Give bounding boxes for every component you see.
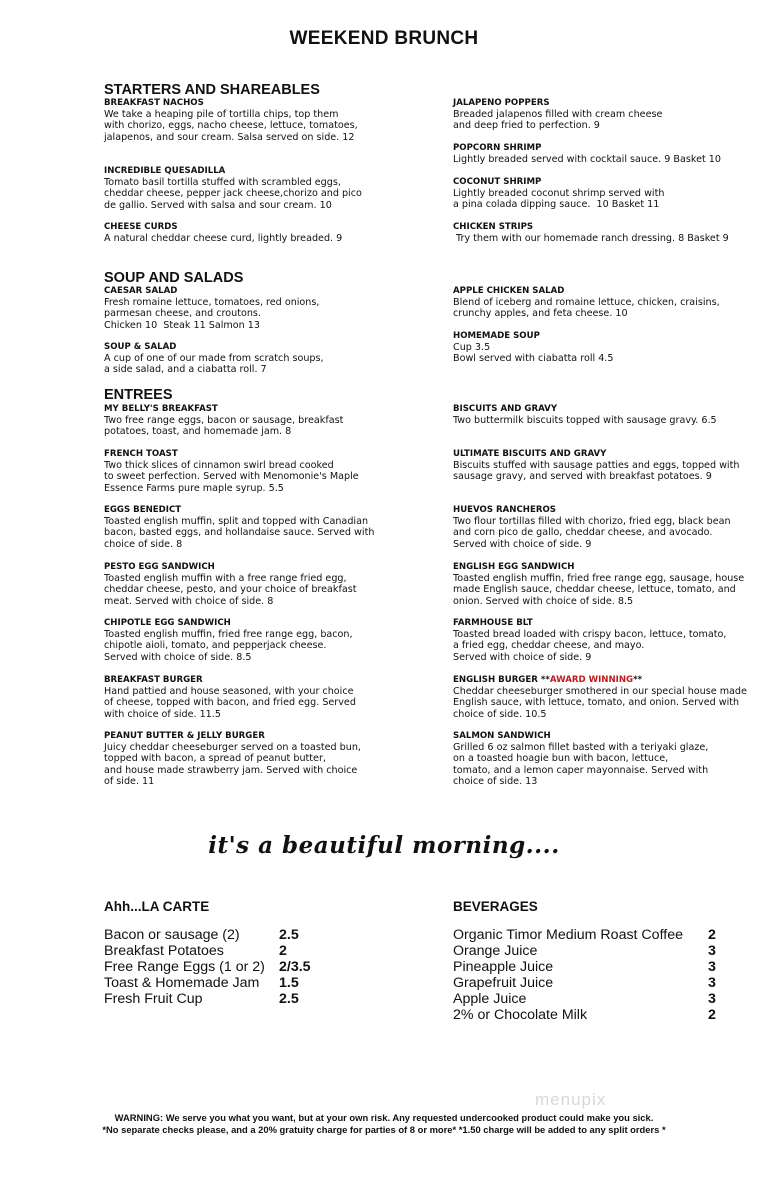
menu-item — [104, 404, 384, 438]
menu-item-description: Try them with our homemade ranch dressing. 8 Basket 9 — [453, 233, 729, 245]
menu-item-name — [453, 222, 753, 233]
menu-item-name-text: SALMON SANDWICH — [453, 731, 551, 741]
menu-item-name-text: CHIPOTLE EGG SANDWICH — [104, 618, 231, 628]
menu-item-name — [453, 404, 753, 415]
menu-item — [104, 166, 384, 211]
menu-item-description: Juicy cheddar cheeseburger served on a toasted bun, topped with bacon, a spread of peanut butter, and house made strawberry jam. Served with choice of side. 11 — [104, 742, 361, 787]
alacarte-item-name: Free Range Eggs (1 or 2) — [104, 959, 265, 975]
beverages-item-price: 3 — [708, 975, 716, 991]
menu-item — [104, 222, 384, 244]
beverages-heading: BEVERAGES — [453, 899, 538, 914]
menu-item-name — [104, 98, 384, 109]
menu-item-description: Toasted bread loaded with crispy bacon, lettuce, tomato, a fried egg, cheddar cheese, and mayo. Served with choice of side. 9 — [453, 629, 727, 663]
menu-item — [104, 98, 384, 143]
beverages-item-price: 2 — [708, 1007, 716, 1023]
menu-item-description: Tomato basil tortilla stuffed with scrambled eggs, cheddar cheese, pepper jack cheese,chorizo and pico de gallio. Served with salsa and sour cream. 10 — [104, 177, 362, 211]
menu-item-name — [104, 505, 384, 516]
menu-item-name — [104, 449, 384, 460]
beverages-item-name: Apple Juice — [453, 991, 527, 1007]
beverages-row — [453, 927, 719, 943]
menu-item-name — [104, 342, 384, 353]
beverages-row — [453, 991, 719, 1007]
menu-item-description: Toasted english muffin with a free range fried egg, cheddar cheese, pesto, and your choice of breakfast meat. Served with choice of side. 8 — [104, 573, 357, 607]
beverages-item-name: Pineapple Juice — [453, 959, 554, 975]
menu-item-description: Two thick slices of cinnamon swirl bread cooked to sweet perfection. Served with Menomonie's Maple Essence Farms pure maple syrup. 5.5 — [104, 460, 359, 494]
menu-item-name — [104, 731, 384, 742]
menu-item-description: Cheddar cheeseburger smothered in our special house made English sauce, with lettuce, tomato, and onion. Served with choice of side. 10.5 — [453, 686, 747, 720]
menu-item-name — [453, 562, 753, 573]
menu-item-description: Toasted english muffin, fried free range egg, sausage, house made English sauce, cheddar cheese, lettuce, tomato, and onion. Served with choice of side. 8.5 — [453, 573, 745, 607]
menu-item-description: Fresh romaine lettuce, tomatoes, red onions, parmesan cheese, and croutons. Chicken 10 Steak 11 Salmon 13 — [104, 297, 320, 331]
menu-item-name-text: BREAKFAST NACHOS — [104, 98, 204, 108]
menu-item-name-text: PEANUT BUTTER & JELLY BURGER — [104, 731, 265, 741]
beverages-row — [453, 943, 719, 959]
menu-item — [453, 286, 753, 320]
menu-item — [453, 98, 753, 132]
menu-item — [104, 618, 384, 663]
menu-item — [104, 286, 384, 331]
award-marker: ** — [537, 675, 550, 685]
menu-item-name-text: INCREDIBLE QUESADILLA — [104, 166, 226, 176]
menu-item-name-text: APPLE CHICKEN SALAD — [453, 286, 565, 296]
menu-item-name-text: CHICKEN STRIPS — [453, 222, 534, 232]
alacarte-item-name: Bacon or sausage (2) — [104, 927, 240, 943]
footer-checks-note: *No separate checks please, and a 20% gratuity charge for parties of 8 or more* *1.50 charge will be added to any split orders * — [102, 1124, 666, 1135]
menu-item-name-text: SOUP & SALAD — [104, 342, 177, 352]
menu-item — [453, 177, 753, 211]
alacarte-item-name: Toast & Homemade Jam — [104, 975, 260, 991]
alacarte-row — [104, 927, 314, 943]
menu-item-description: Biscuits stuffed with sausage patties and eggs, topped with sausage gravy, and served with breakfast potatoes. 9 — [453, 460, 740, 483]
award-marker: ** — [633, 675, 643, 685]
alacarte-row — [104, 975, 314, 991]
menu-item — [104, 731, 384, 787]
section-heading-entrees: ENTREES — [104, 387, 173, 403]
menu-item-description: Grilled 6 oz salmon fillet basted with a teriyaki glaze, on a toasted hoagie bun with bacon, lettuce, tomato, and a lemon caper mayonnaise. Served with choice of side. 13 — [453, 742, 709, 787]
alacarte-item-name: Fresh Fruit Cup — [104, 991, 203, 1007]
menu-item-name-text: HOMEMADE SOUP — [453, 331, 540, 341]
alacarte-item-price: 2 — [279, 943, 287, 959]
alacarte-item-price: 1.5 — [279, 975, 299, 991]
alacarte-item-name: Breakfast Potatoes — [104, 943, 224, 959]
menu-item-name — [104, 562, 384, 573]
beverages-list — [453, 927, 719, 1023]
menu-item-name-text: COCONUT SHRIMP — [453, 177, 542, 187]
section-heading-soups: SOUP AND SALADS — [104, 270, 244, 286]
menu-item-name-text: CAESAR SALAD — [104, 286, 178, 296]
footer-warning: WARNING: We serve you what you want, but at your own risk. Any requested undercooked product could make you sick. — [114, 1112, 654, 1123]
menu-item-name-text: PESTO EGG SANDWICH — [104, 562, 215, 572]
beverages-item-name: Grapefruit Juice — [453, 975, 554, 991]
menu-item-name — [453, 449, 753, 460]
menu-item — [453, 404, 753, 426]
alacarte-row — [104, 959, 314, 975]
menu-item-description: Lightly breaded coconut shrimp served with a pina colada dipping sauce. 10 Basket 11 — [453, 188, 665, 211]
menu-item-name — [104, 618, 384, 629]
menu-item — [453, 618, 753, 663]
beverages-row — [453, 975, 719, 991]
menu-item — [453, 731, 753, 787]
menu-item-name — [104, 675, 384, 686]
beverages-item-name: Organic Timor Medium Roast Coffee — [453, 927, 683, 943]
menu-item-name — [104, 286, 384, 297]
menu-item-description: A cup of one of our made from scratch soups, a side salad, and a ciabatta roll. 7 — [104, 353, 324, 376]
beverages-item-price: 2 — [708, 927, 716, 943]
menu-item-description: Toasted english muffin, fried free range egg, bacon, chipotle aioli, tomato, and pepperjack cheese. Served with choice of side. 8.5 — [104, 629, 353, 663]
menu-item — [104, 675, 384, 720]
menu-item-name-text: FRENCH TOAST — [104, 449, 178, 459]
menu-item-description: A natural cheddar cheese curd, lightly breaded. 9 — [104, 233, 343, 245]
menu-item-name — [104, 222, 384, 233]
menu-item-description: Two buttermilk biscuits topped with sausage gravy. 6.5 — [453, 415, 717, 427]
menu-item — [453, 222, 753, 244]
menu-item-description: Toasted english muffin, split and topped with Canadian bacon, basted eggs, and hollandaise sauce. Served with choice of side. 8 — [104, 516, 375, 550]
menu-item-description: Two free range eggs, bacon or sausage, breakfast potatoes, toast, and homemade jam. 8 — [104, 415, 344, 438]
menu-item — [453, 675, 753, 720]
menu-item-name-text: ENGLISH EGG SANDWICH — [453, 562, 575, 572]
menu-item-name-text: FARMHOUSE BLT — [453, 618, 533, 628]
menu-item-description: We take a heaping pile of tortilla chips, top them with chorizo, eggs, nacho cheese, lettuce, tomatoes, jalapenos, and sour cream. Salsa served on side. 12 — [104, 109, 358, 143]
menu-item-description: Lightly breaded served with cocktail sauce. 9 Basket 10 — [453, 154, 722, 166]
menu-title: WEEKEND BRUNCH — [289, 28, 479, 49]
menu-item-name-text: HUEVOS RANCHEROS — [453, 505, 556, 515]
tagline: it's a beautiful morning.... — [208, 832, 560, 859]
menu-item-name — [453, 98, 753, 109]
beverages-item-name: Orange Juice — [453, 943, 538, 959]
beverages-item-price: 3 — [708, 959, 716, 975]
menu-item-description: Breaded jalapenos filled with cream cheese and deep fried to perfection. 9 — [453, 109, 663, 132]
menu-item-description: Blend of iceberg and romaine lettuce, chicken, craisins, crunchy apples, and feta cheese. 10 — [453, 297, 720, 320]
beverages-item-price: 3 — [708, 991, 716, 1007]
menu-item-name-text: BREAKFAST BURGER — [104, 675, 203, 685]
menu-item — [104, 449, 384, 494]
menu-item — [453, 562, 753, 607]
menu-item-description: Hand pattied and house seasoned, with your choice of cheese, topped with bacon, and fried egg. Served with choice of side. 11.5 — [104, 686, 356, 720]
menu-item — [453, 505, 753, 550]
menu-item — [453, 331, 753, 365]
menu-item — [453, 449, 753, 483]
beverages-item-price: 3 — [708, 943, 716, 959]
beverages-item-name: 2% or Chocolate Milk — [453, 1007, 588, 1023]
menu-item — [453, 143, 753, 165]
alacarte-item-price: 2/3.5 — [279, 959, 311, 975]
menu-item-name — [453, 177, 753, 188]
beverages-row — [453, 1007, 719, 1023]
menu-item-name — [453, 331, 753, 342]
alacarte-item-price: 2.5 — [279, 991, 299, 1007]
menu-item-name — [453, 675, 753, 686]
alacarte-heading: Ahh...LA CARTE — [104, 899, 210, 914]
menu-item-name-text: EGGS BENEDICT — [104, 505, 182, 515]
menu-item-name-text: POPCORN SHRIMP — [453, 143, 542, 153]
menu-item-name — [453, 731, 753, 742]
menu-item-description: Cup 3.5 Bowl served with ciabatta roll 4.5 — [453, 342, 614, 365]
alacarte-item-price: 2.5 — [279, 927, 299, 943]
menu-item — [104, 505, 384, 550]
section-heading-starters: STARTERS AND SHAREABLES — [104, 82, 320, 98]
alacarte-row — [104, 991, 314, 1007]
menu-item-name — [453, 143, 753, 154]
menu-item-description: Two flour tortillas filled with chorizo, fried egg, black bean and corn pico de gallo, cheddar cheese, and avocado. Served with choice of side. 9 — [453, 516, 731, 550]
menu-item-name-text: JALAPENO POPPERS — [453, 98, 550, 108]
menu-item-name-text: BISCUITS AND GRAVY — [453, 404, 558, 414]
alacarte-list — [104, 927, 314, 1007]
menu-item-name-text: ULTIMATE BISCUITS AND GRAVY — [453, 449, 607, 459]
menu-item-name — [104, 404, 384, 415]
menu-item-name — [453, 618, 753, 629]
alacarte-row — [104, 943, 314, 959]
menu-item-name — [453, 505, 753, 516]
menu-item-name-text: MY BELLY'S BREAKFAST — [104, 404, 218, 414]
beverages-row — [453, 959, 719, 975]
menu-item — [104, 342, 384, 376]
menu-item-name-text: ENGLISH BURGER — [453, 675, 538, 685]
menu-item-name — [104, 166, 384, 177]
menu-item — [104, 562, 384, 607]
award-badge: AWARD WINNING — [549, 675, 634, 685]
menu-item-name — [453, 286, 753, 297]
watermark: menupix — [535, 1090, 607, 1109]
menu-item-name-text: CHEESE CURDS — [104, 222, 178, 232]
